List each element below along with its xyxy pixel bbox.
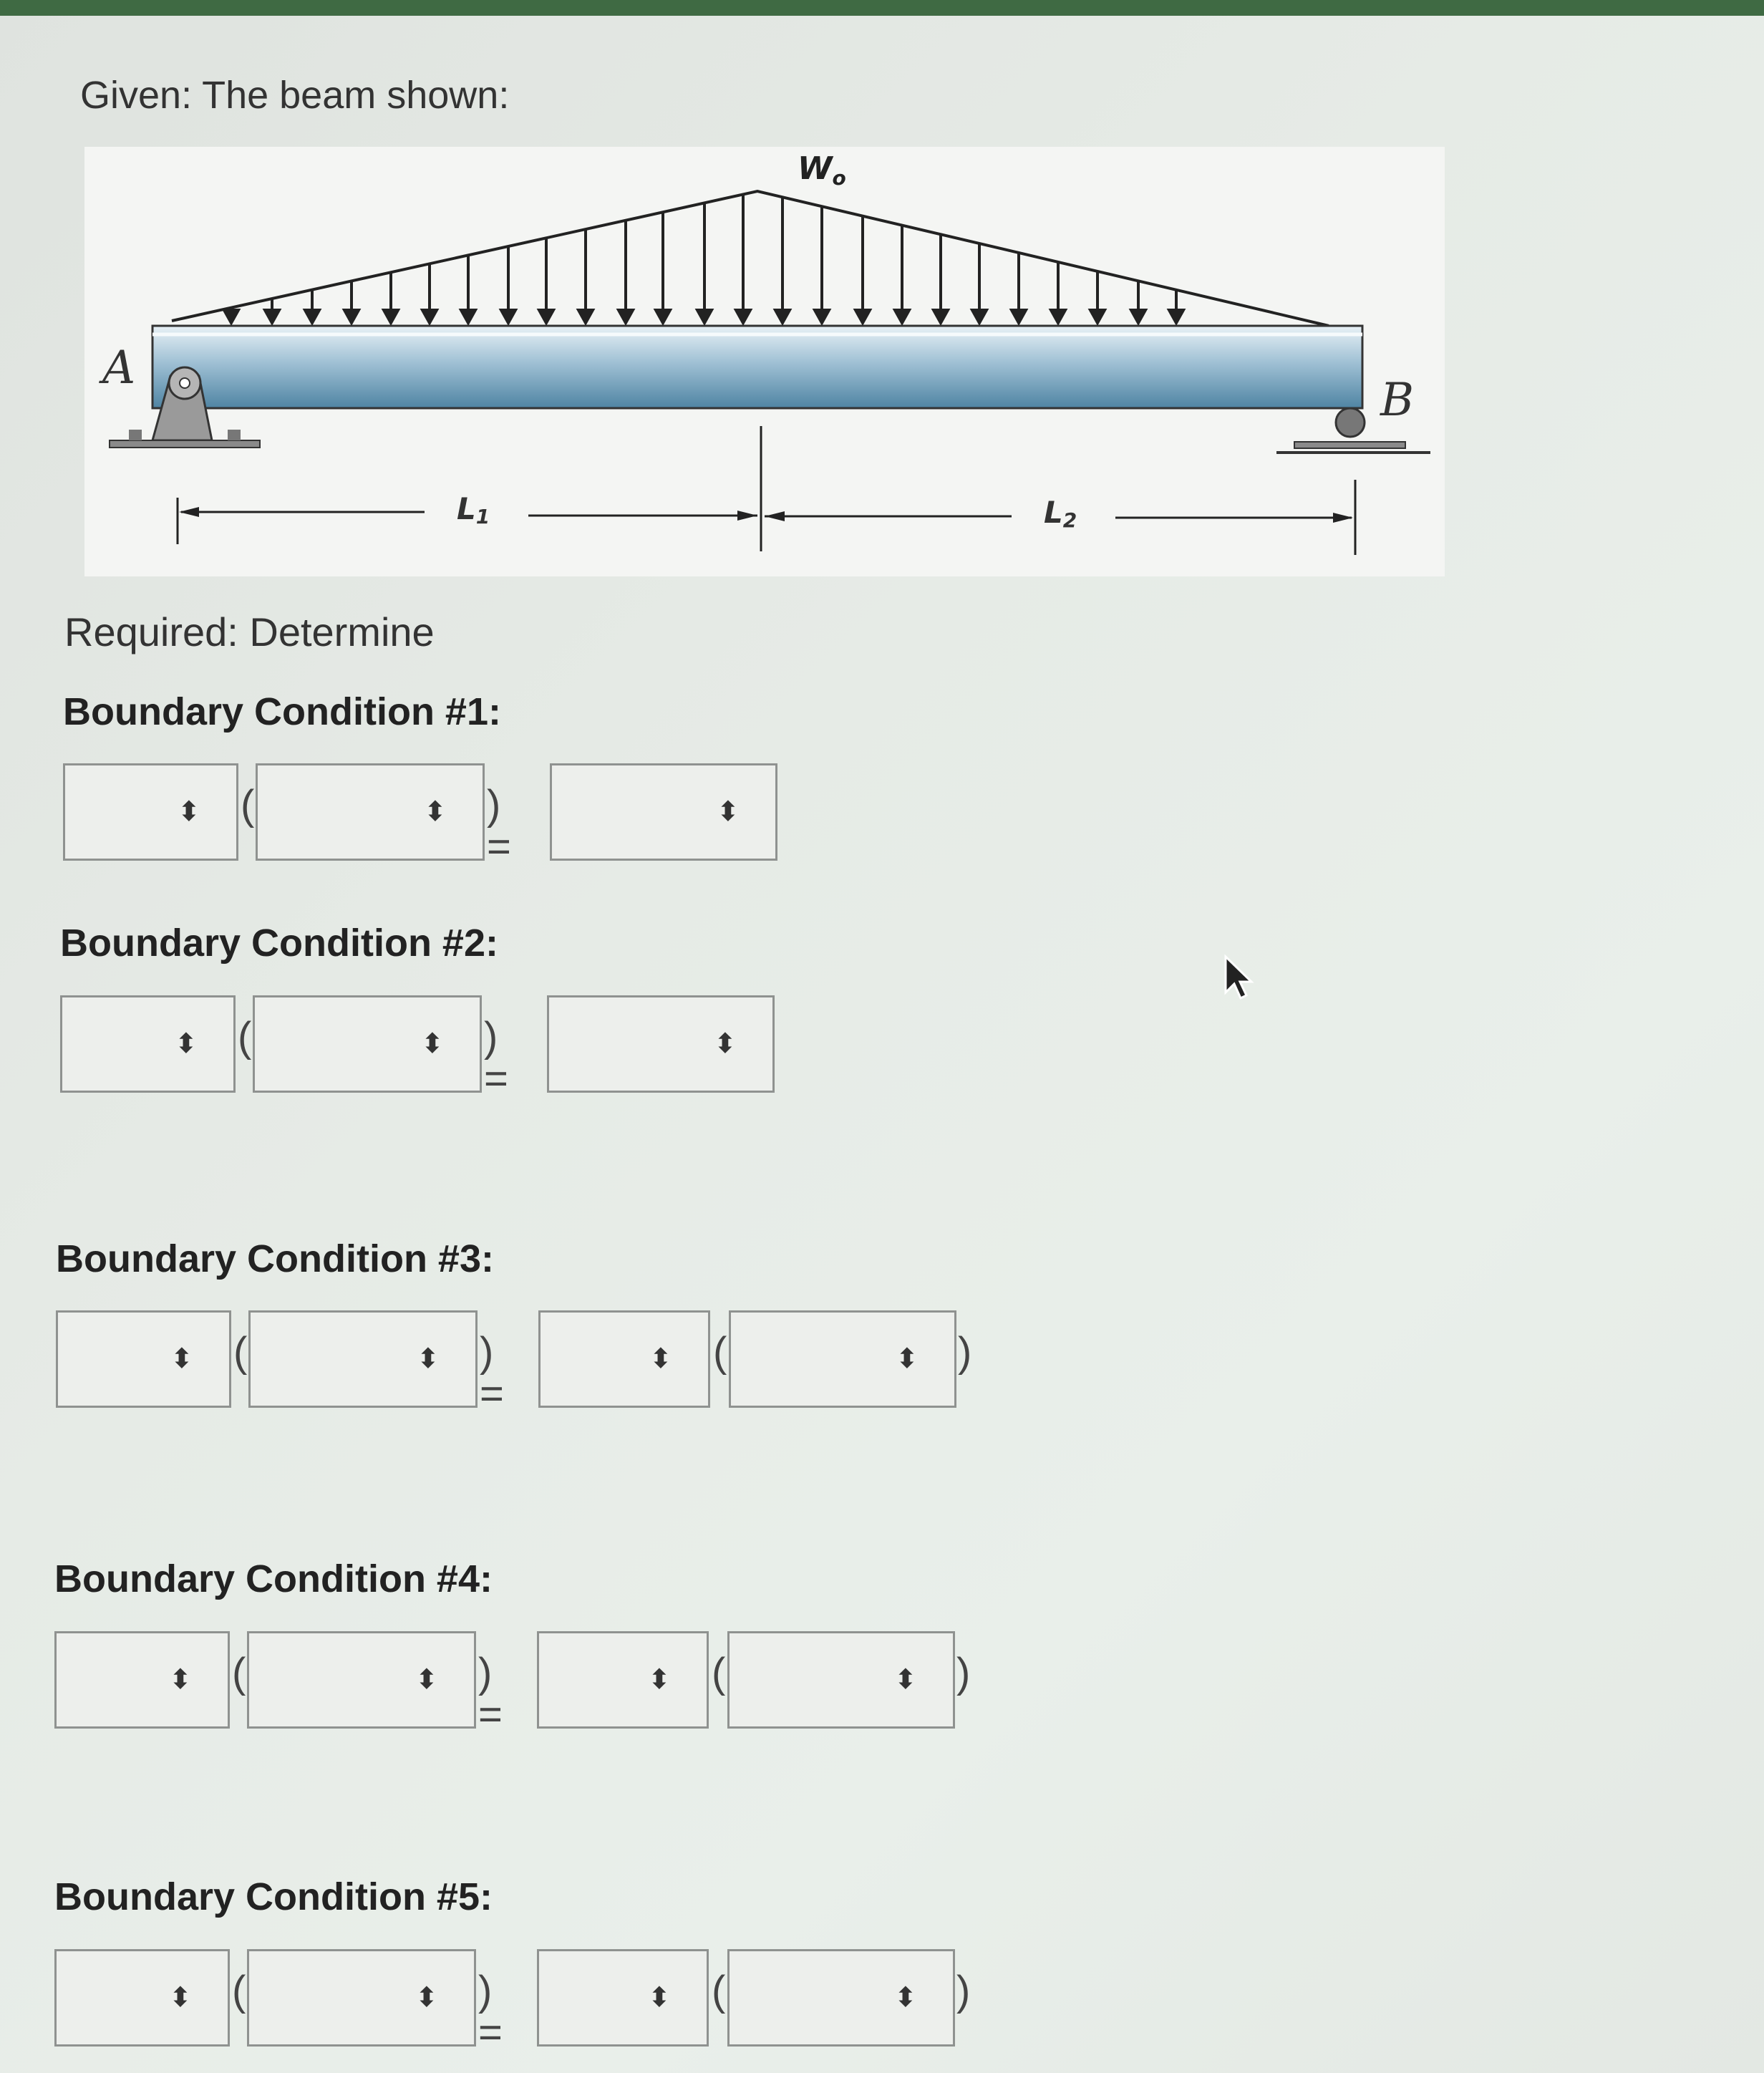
load-arrow-head [578, 310, 593, 323]
bc2-select-right-1[interactable] [547, 995, 775, 1093]
load-arrow-head [815, 310, 829, 323]
load-arrow-head [422, 310, 437, 323]
updown-chevron-icon: ⬍ [894, 1665, 917, 1695]
bc4-select-left-2[interactable] [247, 1631, 476, 1729]
updown-chevron-icon: ⬍ [178, 797, 200, 827]
load-arrow-head [656, 310, 670, 323]
updown-chevron-icon: ⬍ [421, 1029, 444, 1059]
load-arrow-head [856, 310, 870, 323]
load-arrow-head [1090, 310, 1105, 323]
load-arrow-head [501, 310, 515, 323]
load-label: Wo [798, 150, 846, 190]
load-arrow-head [619, 310, 633, 323]
bc3-select-right-1[interactable] [538, 1310, 710, 1408]
load-arrow-head [384, 310, 398, 323]
bc1-select-right-1[interactable] [550, 763, 777, 861]
open-paren: ( [241, 782, 255, 828]
top-window-edge [0, 0, 1764, 16]
updown-chevron-icon: ⬍ [415, 1665, 438, 1695]
bc-label-1: Boundary Condition #1: [63, 690, 501, 733]
load-arrow-head [972, 310, 987, 323]
bc4-select-left-1[interactable] [54, 1631, 230, 1729]
load-arrow-head [895, 310, 909, 323]
open-paren: ( [238, 1014, 252, 1060]
load-outline [172, 191, 1329, 326]
updown-chevron-icon: ⬍ [415, 1983, 438, 2013]
open-paren: ( [232, 1968, 246, 2014]
equals-separator: ) = [478, 1968, 503, 2056]
load-arrow-head [1012, 310, 1026, 323]
load-arrow-head [697, 310, 712, 323]
updown-chevron-icon: ⬍ [169, 1665, 192, 1695]
close-paren: ) [956, 1968, 971, 2014]
updown-chevron-icon: ⬍ [648, 1665, 671, 1695]
updown-chevron-icon: ⬍ [649, 1344, 672, 1374]
load-arrow-head [461, 310, 475, 323]
bc5-select-right-2[interactable] [727, 1949, 955, 2047]
load-arrow-head [539, 310, 553, 323]
load-arrow-head [1131, 310, 1145, 323]
open-paren: ( [232, 1650, 246, 1696]
beam-diagram [84, 147, 1445, 576]
bc3-select-right-2[interactable] [729, 1310, 956, 1408]
open-paren: ( [713, 1329, 727, 1376]
support-b-label: B [1380, 374, 1415, 427]
required-text: Required: Determine [64, 609, 435, 654]
updown-chevron-icon: ⬍ [170, 1344, 193, 1374]
bc-label-5: Boundary Condition #5: [54, 1875, 493, 1918]
bc5-select-left-2[interactable] [247, 1949, 476, 2047]
equals-separator: ) = [487, 782, 511, 870]
updown-chevron-icon: ⬍ [169, 1983, 192, 2013]
updown-chevron-icon: ⬍ [894, 1983, 917, 2013]
span1-label: L1 [457, 491, 490, 528]
bc1-select-left-1[interactable] [63, 763, 238, 861]
bc-label-3: Boundary Condition #3: [56, 1237, 494, 1280]
bc2-select-left-1[interactable] [60, 995, 236, 1093]
close-paren: ) [958, 1329, 972, 1376]
span2-label: L2 [1044, 495, 1077, 532]
bc-label-2: Boundary Condition #2: [60, 922, 498, 965]
beam-body [152, 326, 1362, 408]
given-text: Given: The beam shown: [80, 74, 510, 117]
load-arrow-head [1169, 310, 1183, 323]
beam-figure [84, 147, 1445, 576]
bc-label-4: Boundary Condition #4: [54, 1557, 493, 1600]
bc2-select-left-2[interactable] [253, 995, 482, 1093]
bc3-select-left-2[interactable] [248, 1310, 478, 1408]
close-paren: ) [956, 1650, 971, 1696]
updown-chevron-icon: ⬍ [424, 797, 447, 827]
updown-chevron-icon: ⬍ [417, 1344, 440, 1374]
updown-chevron-icon: ⬍ [175, 1029, 198, 1059]
open-paren: ( [233, 1329, 248, 1376]
support-a-label: A [102, 342, 136, 395]
bc4-select-right-2[interactable] [727, 1631, 955, 1729]
updown-chevron-icon: ⬍ [717, 797, 740, 827]
bc1-select-left-2[interactable] [256, 763, 485, 861]
equals-separator: ) = [480, 1329, 504, 1417]
bc5-select-left-1[interactable] [54, 1949, 230, 2047]
load-arrow-head [736, 310, 750, 323]
updown-chevron-icon: ⬍ [714, 1029, 737, 1059]
bc3-select-left-1[interactable] [56, 1310, 231, 1408]
load-arrow-head [934, 310, 948, 323]
load-arrow-head [344, 310, 359, 323]
equals-separator: ) = [484, 1014, 508, 1102]
load-arrow-head [1051, 310, 1065, 323]
updown-chevron-icon: ⬍ [896, 1344, 919, 1374]
equals-separator: ) = [478, 1650, 503, 1738]
bc4-select-right-1[interactable] [537, 1631, 709, 1729]
load-arrow-head [265, 310, 279, 323]
load-arrow-head [224, 310, 238, 323]
open-paren: ( [712, 1650, 726, 1696]
mouse-pointer-icon [1223, 954, 1259, 1004]
bc5-select-right-1[interactable] [537, 1949, 709, 2047]
load-arrow-head [775, 310, 790, 323]
load-arrow-head [305, 310, 319, 323]
updown-chevron-icon: ⬍ [648, 1983, 671, 2013]
open-paren: ( [712, 1968, 726, 2014]
